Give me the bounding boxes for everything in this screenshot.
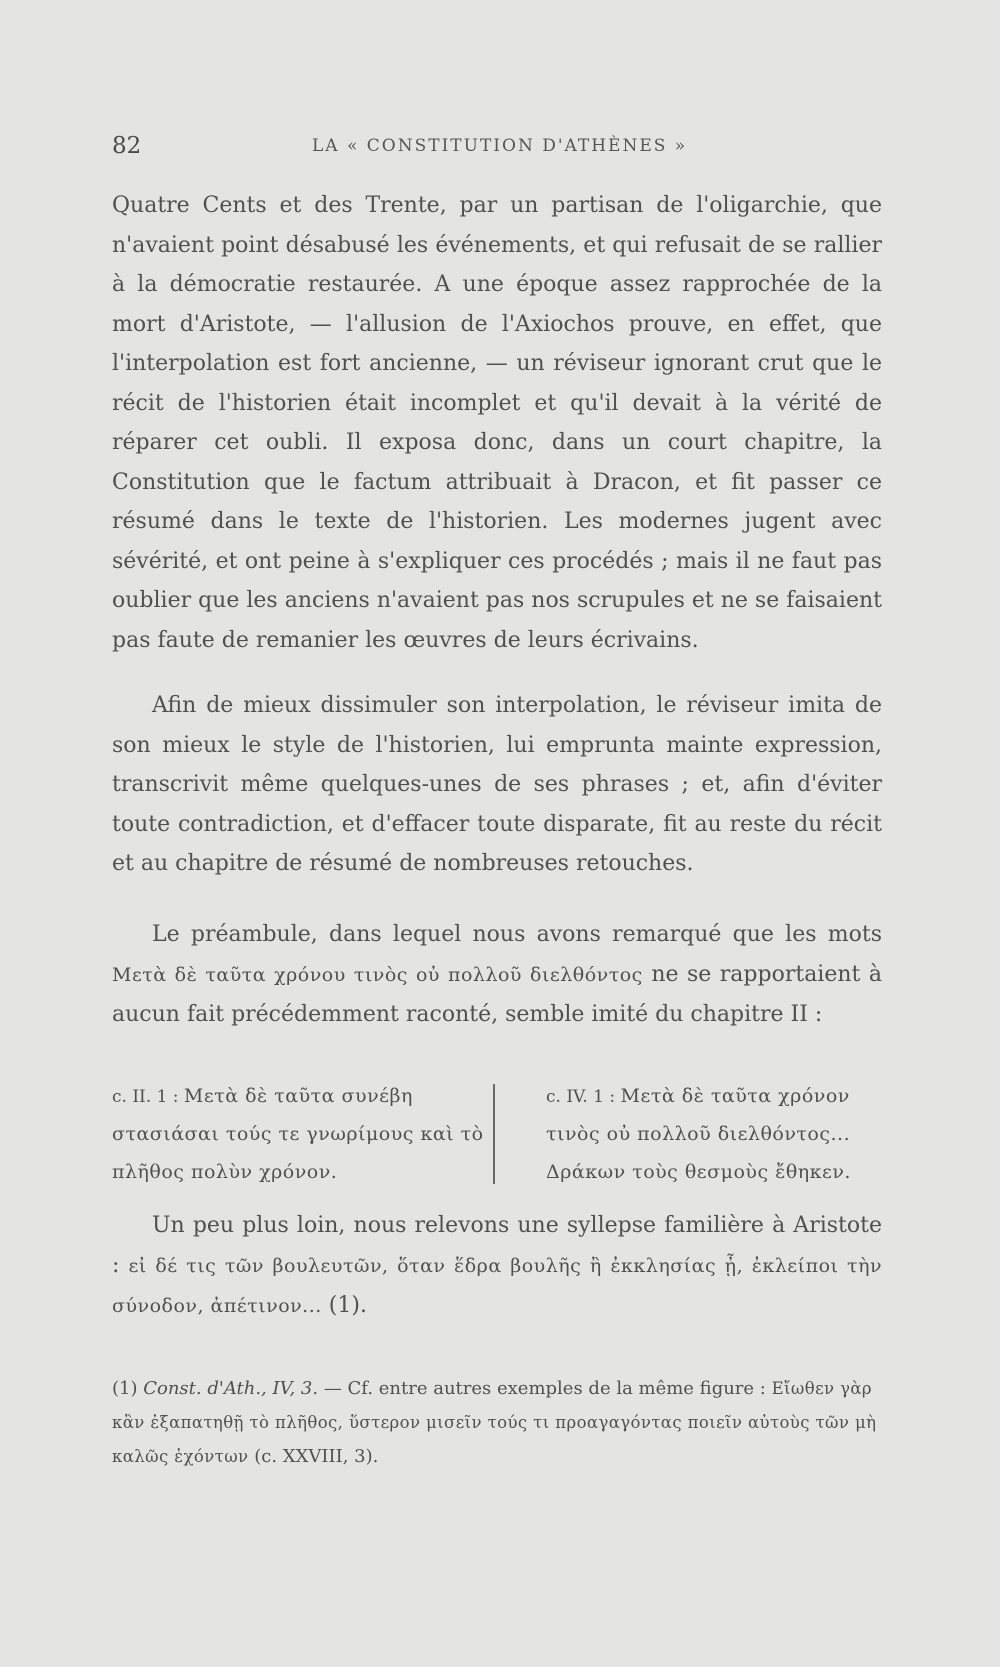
right-chapter-ref: c. IV. 1 : (546, 1087, 616, 1107)
paragraph-3-after: ne se rapportaient à aucun fait précédemment raconté, semble imité du chapitre II : (112, 961, 882, 1027)
paragraph-2: Afin de mieux dissimuler son interpolation, le réviseur imita de son mieux le style de l'historien, lui emprunta mainte expression, transcrivit même quelques-unes de ses phrases ; et, afin d'éviter toute contradiction, et d'effacer toute disparate, fit au reste du récit et au chapitre de résumé de nombreuses retouches. (112, 693, 882, 876)
running-head: LA « CONSTITUTION D'ATHÈNES » (312, 136, 688, 156)
left-greek-text: Μετὰ δὲ ταῦτα συνέβη στασιάσαι τούς τε γνωρίμους καὶ τὸ πλῆθος πολὺν χρόνον. (112, 1085, 484, 1183)
column-divider (493, 1084, 495, 1184)
footnote-text: — Cf. entre autres exemples de la même figure : (323, 1378, 766, 1399)
page-number: 82 (112, 133, 142, 159)
paragraph-1: Quatre Cents et des Trente, par un partisan de l'oligarchie, que n'avaient point désabusé les événements, et qui refusait de se rallier à la démocratie restaurée. A une époque assez rapprochée de la mort d'Aristote, — l'allusion de l'Axiochos prouve, en effet, que l'interpolation est fort ancienne, — un réviseur ignorant crut que le récit de l'historien était incomplet et qu'il devait à la vérité de réparer cet oubli. Il exposa donc, dans un court chapitre, la Constitution que le factum attribuait à Dracon, et fit passer ce résumé dans le texte de l'historien. Les modernes jugent avec sévérité, et ont peine à s'expliquer ces procédés ; mais il ne faut pas oublier que les anciens n'avaient pas nos scrupules et ne se faisaient pas faute de remanier les œuvres de leurs écrivains. (112, 193, 882, 653)
footnote-greek: Εἴωθεν γὰρ κἂν ἐξαπατηθῇ τὸ πλῆθος, ὕστερον μισεῖν τούς τι προαγαγόντας ποιεῖν αὐτοὺς τῶν μὴ καλῶς ἐχόντων (112, 1379, 877, 1466)
parallel-right-column (546, 1078, 886, 1192)
footnote-citation: (c. XXVIII, 3). (254, 1446, 379, 1467)
paragraph-4 (112, 1206, 882, 1327)
parallel-left-column (112, 1078, 497, 1192)
right-greek-text: Μετὰ δὲ ταῦτα χρόνον τινὸς οὐ πολλοῦ διελθόντος... Δράκων τοὺς θεσμοὺς ἔθηκεν. (546, 1085, 851, 1183)
paragraph-4-before: Un peu plus loin, nous relevons une syllepse familière à Aristote : (112, 1213, 882, 1278)
footnote (112, 1372, 882, 1474)
paragraph-3-greek-quote: Μετὰ δὲ ταῦτα χρόνου τινὸς οὐ πολλοῦ διελθόντος (112, 963, 643, 986)
footnote-reference: Const. d'Ath., IV, 3. (143, 1378, 319, 1399)
paragraph-4-greek-quote: εἰ δέ τις τῶν βουλευτῶν, ὅταν ἕδρα βουλῆς ἢ ἐκκλησίας ᾖ, ἐκλείποι τὴν σύνοδον, ἀπέτινον... (112, 1254, 882, 1317)
paragraph-4-footnote-ref: (1). (328, 1293, 367, 1318)
page-header (112, 133, 882, 163)
paragraph-3-before: Le préambule, dans lequel nous avons remarqué que les mots (152, 922, 882, 947)
footnote-marker: (1) (112, 1378, 138, 1399)
parallel-passages (112, 1078, 882, 1188)
paragraph-3 (112, 915, 882, 1035)
left-chapter-ref: c. II. 1 : (112, 1087, 179, 1107)
